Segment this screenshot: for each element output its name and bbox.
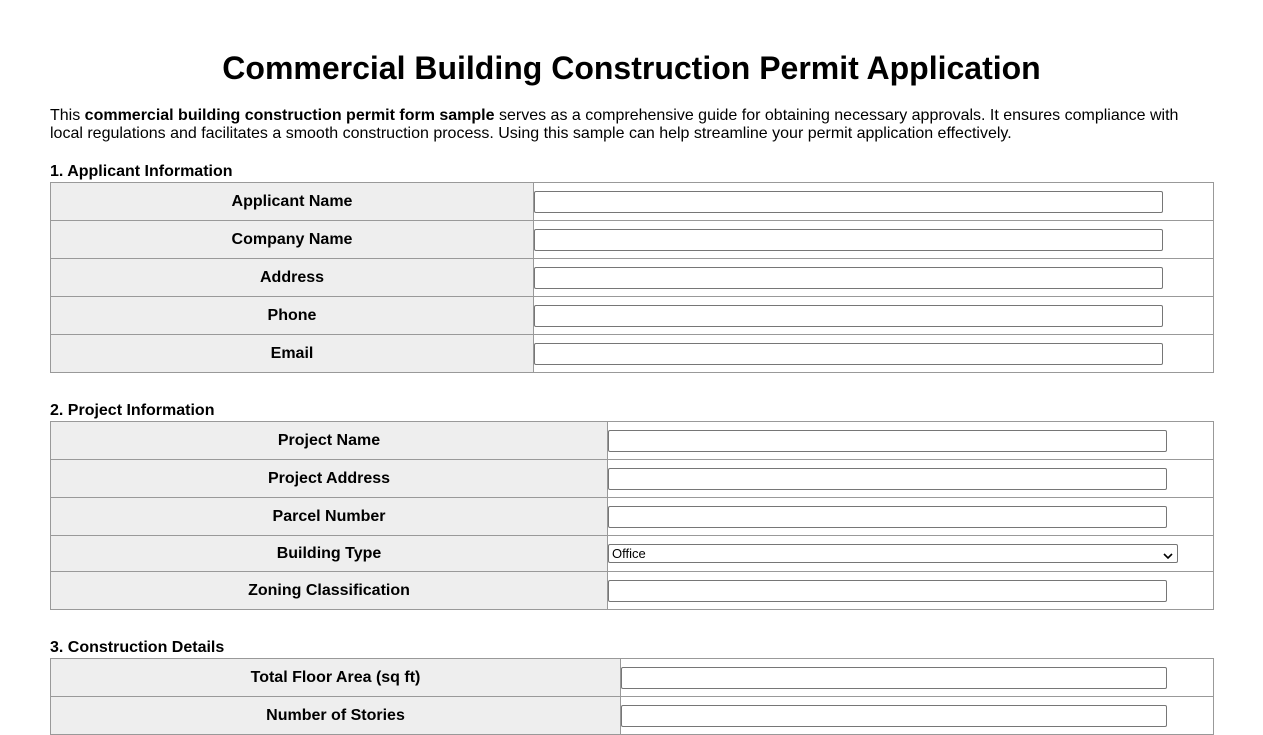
parcel-number-cell xyxy=(608,498,1214,536)
intro-paragraph xyxy=(50,107,1215,143)
page-title: Commercial Building Construction Permit Application xyxy=(222,50,1041,86)
project-name-cell xyxy=(608,422,1214,460)
company-name-input[interactable] xyxy=(534,229,1163,251)
number-of-stories-label: Number of Stories xyxy=(51,697,621,735)
zoning-classification-input[interactable] xyxy=(608,580,1167,602)
applicant-info-table xyxy=(50,182,1214,373)
project-name-label: Project Name xyxy=(51,422,608,460)
intro-rest: serves as a comprehensive guide for obtaining necessary approvals. It ensures compliance with local regulations and facilitates a smooth construction process. Using this sample can help streamline your permit application effectively. xyxy=(50,107,1179,142)
parcel-number-label: Parcel Number xyxy=(51,498,608,536)
address-input[interactable] xyxy=(534,267,1163,289)
project-name-input[interactable] xyxy=(608,430,1167,452)
applicant-name-cell xyxy=(534,183,1214,221)
company-name-row xyxy=(51,221,1214,259)
total-floor-area-row xyxy=(51,659,1214,697)
number-of-stories-input[interactable] xyxy=(621,705,1167,727)
parcel-number-input[interactable] xyxy=(608,506,1167,528)
applicant-name-input[interactable] xyxy=(534,191,1163,213)
construction-details-table xyxy=(50,658,1214,735)
email-row xyxy=(51,335,1214,373)
total-floor-area-cell xyxy=(621,659,1214,697)
project-address-label: Project Address xyxy=(51,460,608,498)
email-cell xyxy=(534,335,1214,373)
chevron-down-icon xyxy=(1162,549,1174,559)
number-of-stories-cell xyxy=(621,697,1214,735)
phone-label: Phone xyxy=(51,297,534,335)
number-of-stories-row xyxy=(51,697,1214,735)
project-address-input[interactable] xyxy=(608,468,1167,490)
building-type-cell xyxy=(608,536,1214,572)
building-type-select[interactable] xyxy=(608,544,1178,563)
email-input[interactable] xyxy=(534,343,1163,365)
phone-input[interactable] xyxy=(534,305,1163,327)
building-type-label: Building Type xyxy=(51,536,608,572)
project-address-cell xyxy=(608,460,1214,498)
project-name-row xyxy=(51,422,1214,460)
intro-lead: This xyxy=(50,107,85,124)
company-name-label: Company Name xyxy=(51,221,534,259)
parcel-number-row xyxy=(51,498,1214,536)
building-type-row xyxy=(51,536,1214,572)
section-heading-project: 2. Project Information xyxy=(50,402,215,419)
applicant-name-label: Applicant Name xyxy=(51,183,534,221)
applicant-name-row xyxy=(51,183,1214,221)
section-heading-applicant: 1. Applicant Information xyxy=(50,163,233,180)
project-address-row xyxy=(51,460,1214,498)
phone-row xyxy=(51,297,1214,335)
building-type-selected-value: Office xyxy=(612,546,646,561)
address-row xyxy=(51,259,1214,297)
email-label: Email xyxy=(51,335,534,373)
address-label: Address xyxy=(51,259,534,297)
total-floor-area-input[interactable] xyxy=(621,667,1167,689)
phone-cell xyxy=(534,297,1214,335)
zoning-classification-row xyxy=(51,572,1214,610)
zoning-classification-cell xyxy=(608,572,1214,610)
project-info-table xyxy=(50,421,1214,610)
intro-bold: commercial building construction permit form sample xyxy=(84,107,495,124)
total-floor-area-label: Total Floor Area (sq ft) xyxy=(51,659,621,697)
company-name-cell xyxy=(534,221,1214,259)
address-cell xyxy=(534,259,1214,297)
zoning-classification-label: Zoning Classification xyxy=(51,572,608,610)
section-heading-construction: 3. Construction Details xyxy=(50,639,225,656)
